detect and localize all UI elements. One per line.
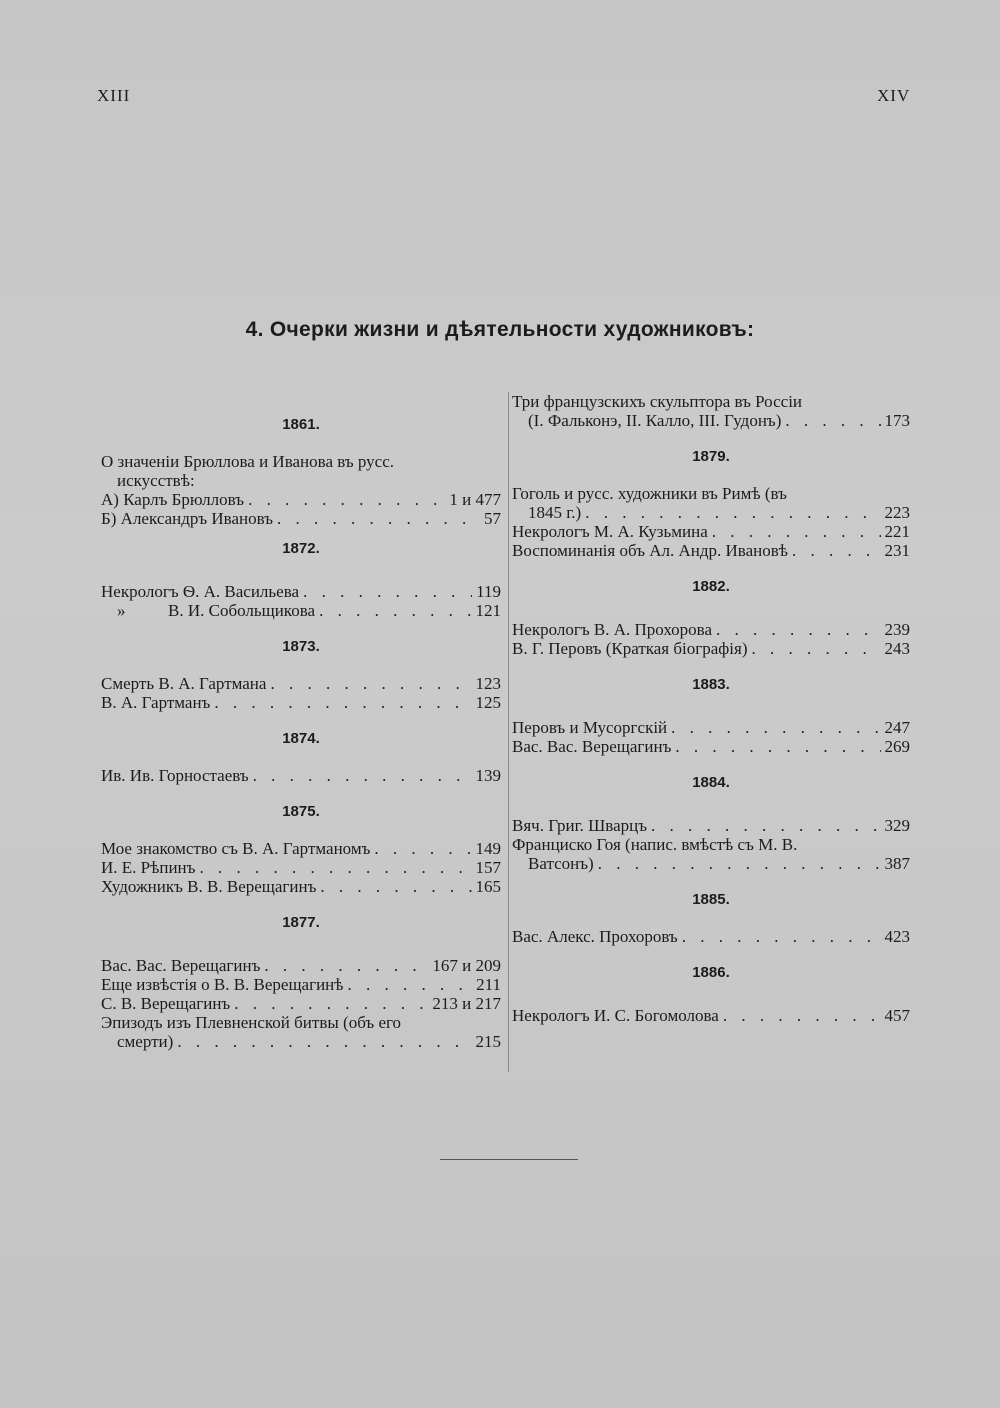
entry-title: Вяч. Григ. Шварцъ <box>512 816 648 835</box>
entry-title: Некрологъ И. С. Богомолова <box>512 1006 719 1025</box>
leader-dots <box>675 737 880 756</box>
entry-title: Ватсонъ) <box>528 854 594 873</box>
entry-title: Еще извѣстія о В. В. Верещагинѣ <box>101 975 344 994</box>
entry-page: 173 <box>884 411 910 430</box>
leader-dots <box>303 582 472 601</box>
year-heading-1875: 1875. <box>282 803 320 820</box>
year-heading-1874: 1874. <box>282 730 320 747</box>
year-heading-1882: 1882. <box>692 578 730 595</box>
leader-dots <box>319 601 471 620</box>
year-heading-1861: 1861. <box>282 416 320 433</box>
toc-entry <box>101 877 501 896</box>
toc-entry <box>101 956 501 975</box>
toc-entry <box>101 975 501 994</box>
toc-entry <box>101 1032 501 1051</box>
leader-dots <box>651 816 880 835</box>
left-column <box>101 392 501 1051</box>
entry-title: Эпизодъ изъ Плевненской битвы (объ его <box>101 1013 402 1032</box>
entry-page: 121 <box>475 601 501 620</box>
toc-entry <box>101 582 501 601</box>
entry-title: Франциско Гоя (напис. вмѣстѣ съ М. В. <box>512 835 798 854</box>
toc-entry <box>512 541 910 560</box>
leader-dots <box>270 674 471 693</box>
year-heading-1886: 1886. <box>692 964 730 981</box>
year-heading-1873: 1873. <box>282 638 320 655</box>
toc-entry <box>512 927 910 946</box>
entry-page: 215 <box>475 1032 501 1051</box>
leader-dots <box>682 927 881 946</box>
entry-page: 149 <box>475 839 501 858</box>
entry-title: Три французскихъ скульптора въ Россіи <box>512 392 803 411</box>
toc-entry <box>512 639 910 658</box>
year-heading-1884: 1884. <box>692 774 730 791</box>
entry-page: 247 <box>884 718 910 737</box>
entry-page: 211 <box>476 975 501 994</box>
toc-entry <box>101 839 501 858</box>
toc-entry <box>101 674 501 693</box>
entry-page: 423 <box>884 927 910 946</box>
toc-entry <box>101 766 501 785</box>
entry-page: 231 <box>884 541 910 560</box>
leader-dots <box>199 858 471 877</box>
entry-title: Вас. Вас. Верещагинъ <box>512 737 672 756</box>
entry-page: 387 <box>884 854 910 873</box>
leader-dots <box>792 541 880 560</box>
right-column <box>512 392 910 1025</box>
toc-entry <box>512 503 910 522</box>
leader-dots <box>585 503 880 522</box>
entry-title: В. Г. Перовъ (Краткая біографія) <box>512 639 748 658</box>
leader-dots <box>214 693 471 712</box>
toc-entry <box>512 737 910 756</box>
column-divider <box>508 392 509 1072</box>
entry-title: (I. Фальконэ, II. Калло, III. Гудонъ) <box>528 411 782 430</box>
page-number-left: XIII <box>97 86 131 105</box>
entry-page: 329 <box>884 816 910 835</box>
toc-entry <box>512 411 910 430</box>
leader-dots <box>598 854 881 873</box>
leader-dots <box>712 522 881 541</box>
entry-title: Ив. Ив. Горностаевъ <box>101 766 249 785</box>
leader-dots <box>751 639 880 658</box>
entry-page: 243 <box>884 639 910 658</box>
entry-title: И. Е. Рѣпинъ <box>101 858 196 877</box>
entry-page: 269 <box>884 737 910 756</box>
entry-title: искусствѣ: <box>117 471 195 490</box>
closing-rule <box>440 1159 578 1160</box>
leader-dots <box>716 620 880 639</box>
entry-page: 57 <box>484 509 501 528</box>
entry-page: 165 <box>475 877 501 896</box>
entry-page: 167 и 209 <box>432 956 501 975</box>
entry-title: Гоголь и русс. художники въ Римѣ (въ <box>512 484 787 503</box>
entry-title: С. В. Верещагинъ <box>101 994 231 1013</box>
page-number-right: XIV <box>877 86 911 105</box>
leader-dots <box>277 509 480 528</box>
leader-dots <box>253 766 472 785</box>
entry-title: Б) Александръ Ивановъ <box>101 509 274 528</box>
entry-page: 1 и 477 <box>449 490 501 509</box>
toc-entry <box>101 693 501 712</box>
toc-entry <box>101 490 501 509</box>
year-heading-1877: 1877. <box>282 914 320 931</box>
leader-dots <box>348 975 473 994</box>
entry-page: 223 <box>884 503 910 522</box>
toc-entry <box>512 718 910 737</box>
entry-page: 457 <box>884 1006 910 1025</box>
year-heading-1879: 1879. <box>692 448 730 465</box>
entry-page: 157 <box>475 858 501 877</box>
toc-entry <box>512 816 910 835</box>
entry-page: 139 <box>475 766 501 785</box>
entry-title: Воспоминанія объ Ал. Андр. Ивановѣ <box>512 541 789 560</box>
toc-entry <box>101 509 501 528</box>
entry-page: 119 <box>476 582 501 601</box>
entry-page: 221 <box>884 522 910 541</box>
entry-title: Некрологъ М. А. Кузьмина <box>512 522 708 541</box>
leader-dots <box>671 718 880 737</box>
leader-dots <box>320 877 471 896</box>
entry-page: 123 <box>475 674 501 693</box>
leader-dots <box>264 956 428 975</box>
leader-dots <box>723 1006 881 1025</box>
leader-dots <box>234 994 428 1013</box>
toc-entry <box>101 601 501 620</box>
entry-title: Некрологъ Ѳ. А. Васильева <box>101 582 300 601</box>
leader-dots <box>785 411 880 430</box>
entry-title: Смерть В. А. Гартмана <box>101 674 267 693</box>
entry-title: Мое знакомство съ В. А. Гартманомъ <box>101 839 371 858</box>
entry-title: О значеніи Брюллова и Иванова въ русс. <box>101 452 395 471</box>
year-heading-1885: 1885. <box>692 891 730 908</box>
entry-page: 213 и 217 <box>432 994 501 1013</box>
toc-entry <box>512 854 910 873</box>
toc-entry <box>101 858 501 877</box>
entry-title: » В. И. Собольщикова <box>117 601 316 620</box>
leader-dots <box>177 1032 471 1051</box>
year-heading-1872: 1872. <box>282 540 320 557</box>
toc-entry <box>512 522 910 541</box>
entry-title: А) Карлъ Брюлловъ <box>101 490 245 509</box>
toc-entry <box>512 620 910 639</box>
section-heading: 4. Очерки жизни и дѣятельности художниковъ: <box>245 318 755 341</box>
entry-title: В. А. Гартманъ <box>101 693 211 712</box>
entry-page: 125 <box>475 693 501 712</box>
entry-title: Художникъ В. В. Верещагинъ <box>101 877 317 896</box>
toc-entry <box>512 1006 910 1025</box>
leader-dots <box>248 490 445 509</box>
entry-title: Вас. Алекс. Прохоровъ <box>512 927 678 946</box>
entry-title: 1845 г.) <box>528 503 582 522</box>
entry-title: Вас. Вас. Верещагинъ <box>101 956 261 975</box>
entry-title: Перовъ и Мусоргскій <box>512 718 668 737</box>
entry-page: 239 <box>884 620 910 639</box>
toc-entry <box>101 994 501 1013</box>
entry-title: Некрологъ В. А. Прохорова <box>512 620 713 639</box>
leader-dots <box>374 839 471 858</box>
year-heading-1883: 1883. <box>692 676 730 693</box>
entry-title: смерти) <box>117 1032 174 1051</box>
